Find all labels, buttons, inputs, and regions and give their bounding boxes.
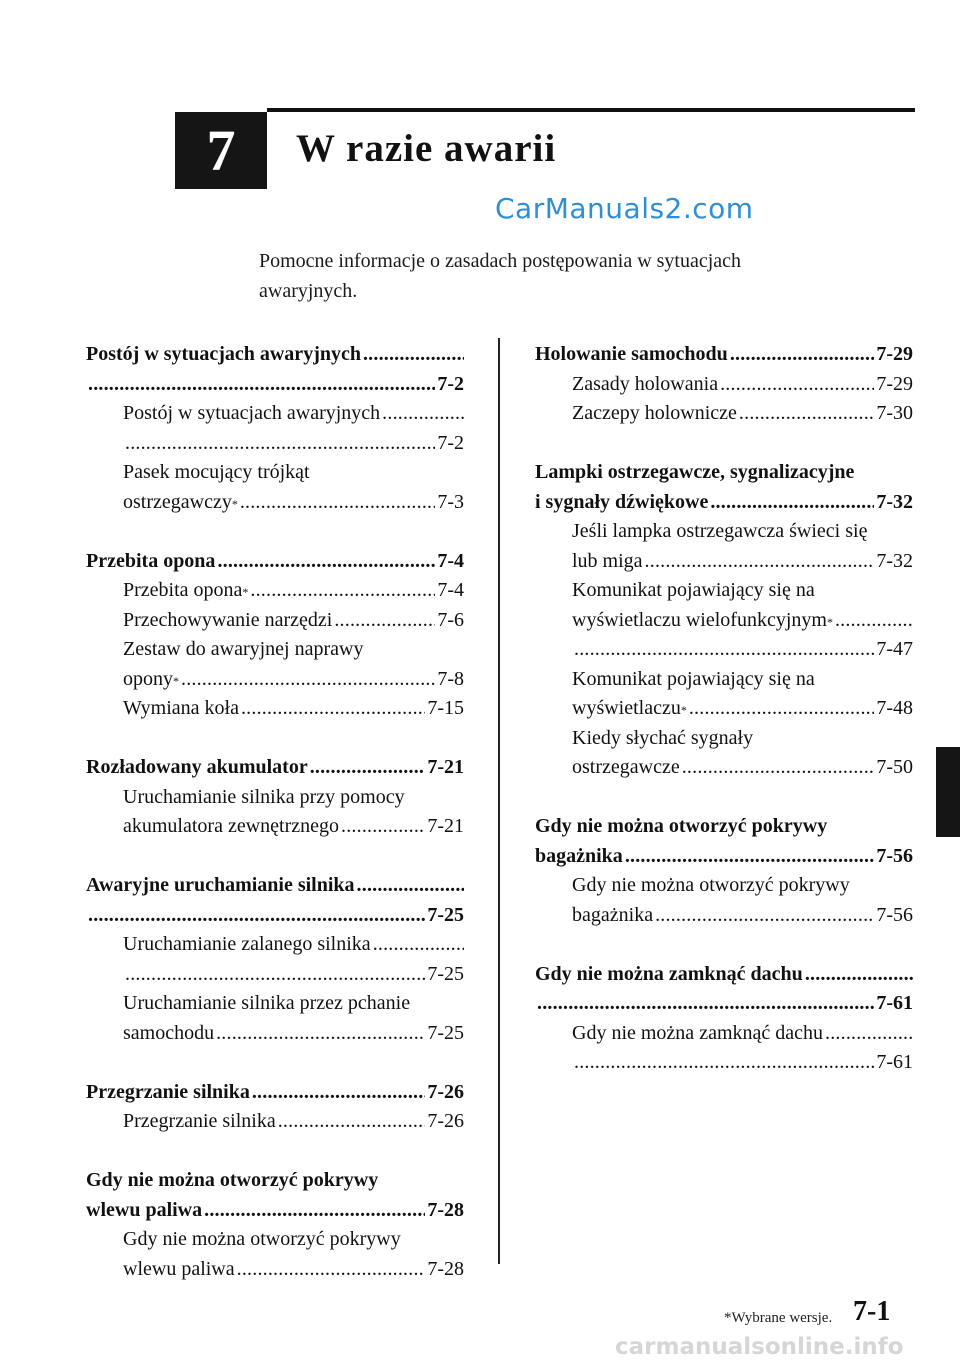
toc-entry-line[interactable] (86, 812, 464, 842)
dot-leader (625, 842, 875, 872)
dot-leader (250, 576, 435, 606)
toc-entry-line[interactable] (86, 930, 464, 960)
toc-entry-text: Jeśli lampka ostrzegawcza świeci się (572, 520, 868, 542)
intro-line-2: awaryjnych. (259, 280, 358, 302)
toc-entry-line[interactable] (86, 399, 464, 429)
toc-section-heading-line[interactable] (535, 488, 913, 518)
toc-section (535, 340, 913, 429)
toc-entry-text: Gdy nie można zamknąć dachu (572, 1021, 824, 1044)
toc-entry-line[interactable]: opony * ..... 7-8 (86, 665, 464, 695)
toc-entry-line[interactable] (535, 517, 913, 547)
dot-leader (574, 1048, 874, 1078)
dot-leader (645, 547, 875, 577)
dot-leader (216, 1019, 425, 1049)
toc-page-number: 7-56 (876, 844, 913, 867)
toc-section-heading-line[interactable] (535, 842, 913, 872)
toc-entry-line[interactable] (86, 1255, 464, 1285)
dot-leader (204, 1196, 425, 1226)
chapter-intro (259, 246, 859, 306)
intro-line-1: Pomocne informacje o zasadach postępowania w sytuacjach (259, 250, 742, 272)
toc-page-number: 7-4 (437, 549, 464, 572)
toc-entry-text: ostrzegawczy (123, 490, 232, 513)
toc-section-heading-line[interactable] (86, 753, 464, 783)
toc-section-heading-line[interactable] (86, 901, 464, 931)
toc-entry-line[interactable] (86, 694, 464, 724)
toc-section (86, 1166, 464, 1284)
dot-leader (655, 901, 874, 931)
dot-leader (720, 370, 874, 400)
toc-page-number: 7-29 (876, 372, 913, 395)
toc-entry-text: Zasady holowania (572, 372, 719, 395)
toc-section-heading-line[interactable] (535, 989, 913, 1019)
toc-page-number: 7-56 (876, 903, 913, 926)
toc-entry-text: Holowanie samochodu (535, 343, 728, 365)
toc-entry-text: wyświetlaczu (572, 697, 681, 719)
toc-entry-text: Gdy nie można otworzyć pokrywy (535, 815, 828, 837)
toc-entry-text: Przebita opona (123, 579, 243, 601)
toc-section (86, 871, 464, 1048)
toc-page-number: 7-30 (876, 402, 913, 424)
toc-page-number: 7-25 (427, 1021, 464, 1044)
toc-page-number: 7-50 (876, 756, 913, 778)
toc-entry-text: Awaryjne uruchamianie silnika (86, 874, 355, 896)
toc-page-number: 7-2 (437, 431, 464, 454)
toc-entry-line[interactable]: wyświetlaczu * ..... 7-48 (535, 694, 913, 724)
toc-entry-text: wlewu paliwa (123, 1257, 235, 1280)
toc-page-number: 7-8 (437, 667, 464, 690)
toc-section-heading-line[interactable] (86, 1196, 464, 1226)
toc-page-number: 7-2 (437, 372, 464, 395)
chapter-number-box (175, 112, 267, 189)
toc-entry-text: Wymiana koła (123, 697, 239, 719)
toc-entry-line[interactable] (535, 635, 913, 665)
toc-entry-line[interactable] (535, 370, 913, 400)
toc-entry-line[interactable] (535, 399, 913, 429)
toc-entry-line[interactable] (535, 871, 913, 901)
toc-section-heading-line[interactable] (86, 871, 464, 901)
dot-leader (217, 547, 435, 577)
toc-entry-text: lub miga (572, 549, 643, 572)
toc-page-number: 7-32 (876, 490, 913, 513)
toc-entry-text: Komunikat pojawiający się na (572, 667, 815, 690)
toc-entry-text: Uruchamianie zalanego silnika (123, 933, 371, 955)
toc-entry-text: Przegrzanie silnika (86, 1080, 250, 1103)
toc-section (535, 960, 913, 1078)
toc-entry-line[interactable] (86, 429, 464, 459)
dot-leader (252, 1078, 425, 1108)
toc-entry-text: Lampki ostrzegawcze, sygnalizacyjne (535, 461, 855, 483)
toc-entry-line[interactable] (86, 960, 464, 990)
column-divider (498, 338, 500, 1264)
toc-section-heading-line[interactable] (86, 340, 464, 370)
toc-section (86, 547, 464, 724)
dot-leader (730, 340, 875, 370)
toc-page-number: 7-3 (437, 490, 464, 513)
dot-leader (825, 1019, 913, 1049)
toc-entry-line[interactable] (535, 901, 913, 931)
dot-leader (689, 694, 874, 724)
dot-leader (181, 665, 435, 695)
toc-entry-text: Uruchamianie silnika przy pomocy (123, 785, 405, 808)
dot-leader (739, 399, 874, 429)
toc-page-number: 7-26 (427, 1110, 464, 1132)
toc-entry-text: bagażnika (535, 844, 623, 867)
dot-leader (88, 370, 435, 400)
toc-entry-line[interactable] (535, 1019, 913, 1049)
watermark-bottom: carmanualsonline.info (615, 1334, 904, 1360)
toc-page-number: 7-32 (876, 549, 913, 572)
toc-section-heading-line[interactable] (86, 547, 464, 577)
dot-leader (382, 399, 464, 429)
toc-page-number: 7-61 (876, 992, 913, 1014)
toc-entry-text: Pasek mocujący trójkąt (123, 461, 310, 483)
toc-entry-text: Przechowywanie narzędzi (123, 608, 333, 631)
toc-entry-line[interactable]: ostrzegawczy * ..... 7-3 (86, 488, 464, 518)
dot-leader (537, 989, 874, 1019)
toc-section-heading-line[interactable] (535, 340, 913, 370)
toc-page-number: 7-4 (437, 579, 464, 601)
toc-page-number: 7-28 (427, 1198, 464, 1221)
toc-entry-text: Komunikat pojawiający się na (572, 579, 815, 601)
dot-leader (125, 960, 425, 990)
dot-leader (710, 488, 874, 518)
toc-page-number: 7-48 (876, 697, 913, 719)
toc-entry-line[interactable] (86, 989, 464, 1019)
dot-leader (357, 871, 464, 901)
chapter-side-tab (936, 747, 960, 837)
toc-page-number: 7-61 (876, 1051, 913, 1073)
dot-leader (341, 812, 425, 842)
dot-leader (237, 1255, 426, 1285)
toc-entry-line[interactable]: Przebita opona * ..... 7-4 (86, 576, 464, 606)
toc-entry-line[interactable] (86, 783, 464, 813)
toc-entry-text: Postój w sytuacjach awaryjnych (86, 343, 361, 365)
toc-page-number: 7-25 (427, 903, 464, 926)
dot-leader (88, 901, 425, 931)
toc-entry-text: wlewu paliwa (86, 1198, 203, 1221)
toc-entry-text: Gdy nie można otworzyć pokrywy (572, 874, 850, 896)
chapter-number: 7 (206, 118, 236, 183)
toc-entry-line[interactable] (535, 665, 913, 695)
toc-entry-text: opony (123, 667, 173, 690)
toc-section-heading-line[interactable] (535, 960, 913, 990)
toc-entry-text: Gdy nie można zamknąć dachu (535, 962, 803, 985)
toc-entry-line[interactable] (86, 606, 464, 636)
toc-entry-line[interactable] (86, 458, 464, 488)
toc-entry-text: Rozładowany akumulator (86, 756, 308, 778)
toc-entry-text: Uruchamianie silnika przez pchanie (123, 992, 411, 1014)
chapter-title: W razie awarii (296, 127, 557, 170)
toc-entry-text: bagażnika (572, 903, 654, 926)
dot-leader (278, 1107, 426, 1137)
toc-entry-line[interactable]: wyświetlaczu wielofunkcyjnym * ..... (535, 606, 913, 636)
toc-section (86, 753, 464, 842)
toc-entry-line[interactable] (535, 753, 913, 783)
dot-leader (373, 930, 464, 960)
toc-section-heading-line[interactable] (86, 1078, 464, 1108)
toc-entry-line[interactable] (535, 547, 913, 577)
dot-leader (240, 488, 436, 518)
toc-entry-text: i sygnały dźwiękowe (535, 490, 709, 513)
dot-leader (682, 753, 875, 783)
page-number: 7-1 (853, 1296, 891, 1327)
toc-entry-text: Zestaw do awaryjnej naprawy (123, 638, 364, 660)
dot-leader (241, 694, 425, 724)
toc-entry-text: Gdy nie można otworzyć pokrywy (123, 1228, 401, 1250)
dot-leader (334, 606, 435, 636)
toc-entry-line[interactable] (86, 1225, 464, 1255)
toc-entry-line[interactable] (535, 576, 913, 606)
toc-page-number: 7-6 (437, 608, 464, 631)
toc-page-number: 7-21 (427, 815, 464, 837)
toc-entry-text: Przegrzanie silnika (123, 1110, 276, 1132)
toc-entry-text: akumulatora zewnętrznego (123, 815, 340, 837)
toc-entry-text: Kiedy słychać sygnały (572, 726, 754, 749)
toc-entry-text: Przebita opona (86, 549, 216, 572)
toc-page-number: 7-21 (427, 756, 464, 778)
toc-section (535, 458, 913, 783)
toc-entry-line[interactable] (535, 724, 913, 754)
toc-right-column (535, 340, 913, 1107)
toc-section-heading-line[interactable] (86, 370, 464, 400)
toc-section (86, 340, 464, 517)
dot-leader (363, 340, 464, 370)
dot-leader (125, 429, 435, 459)
toc-page-number: 7-26 (427, 1080, 464, 1103)
toc-page-number: 7-15 (427, 697, 464, 719)
watermark-top: CarManuals2.com (495, 192, 754, 225)
toc-page-number: 7-29 (876, 343, 913, 365)
footnote: *Wybrane wersje. (724, 1310, 833, 1326)
toc-section-heading-line[interactable] (535, 458, 913, 488)
toc-entry-text: Postój w sytuacjach awaryjnych (123, 402, 381, 424)
toc-entry-text: wyświetlaczu wielofunkcyjnym (572, 608, 827, 631)
toc-section-heading-line[interactable] (535, 812, 913, 842)
toc-entry-line[interactable] (535, 1048, 913, 1078)
chapter-title-rule (267, 108, 915, 112)
dot-leader (835, 606, 913, 636)
toc-section-heading-line[interactable] (86, 1166, 464, 1196)
dot-leader (805, 960, 913, 990)
toc-entry-line[interactable] (86, 1107, 464, 1137)
toc-page-number: 7-25 (427, 962, 464, 985)
toc-left-column (86, 340, 464, 1314)
dot-leader (574, 635, 874, 665)
toc-entry-text: Zaczepy holownicze (572, 402, 737, 424)
toc-entry-line[interactable] (86, 1019, 464, 1049)
toc-entry-text: Gdy nie można otworzyć pokrywy (86, 1169, 379, 1191)
toc-entry-text: ostrzegawcze (572, 756, 680, 778)
toc-page-number: 7-47 (876, 638, 913, 660)
toc-page-number: 7-28 (427, 1257, 464, 1280)
toc-section (86, 1078, 464, 1137)
toc-section (535, 812, 913, 930)
dot-leader (310, 753, 426, 783)
toc-entry-text: samochodu (123, 1021, 215, 1044)
toc-entry-line[interactable] (86, 635, 464, 665)
